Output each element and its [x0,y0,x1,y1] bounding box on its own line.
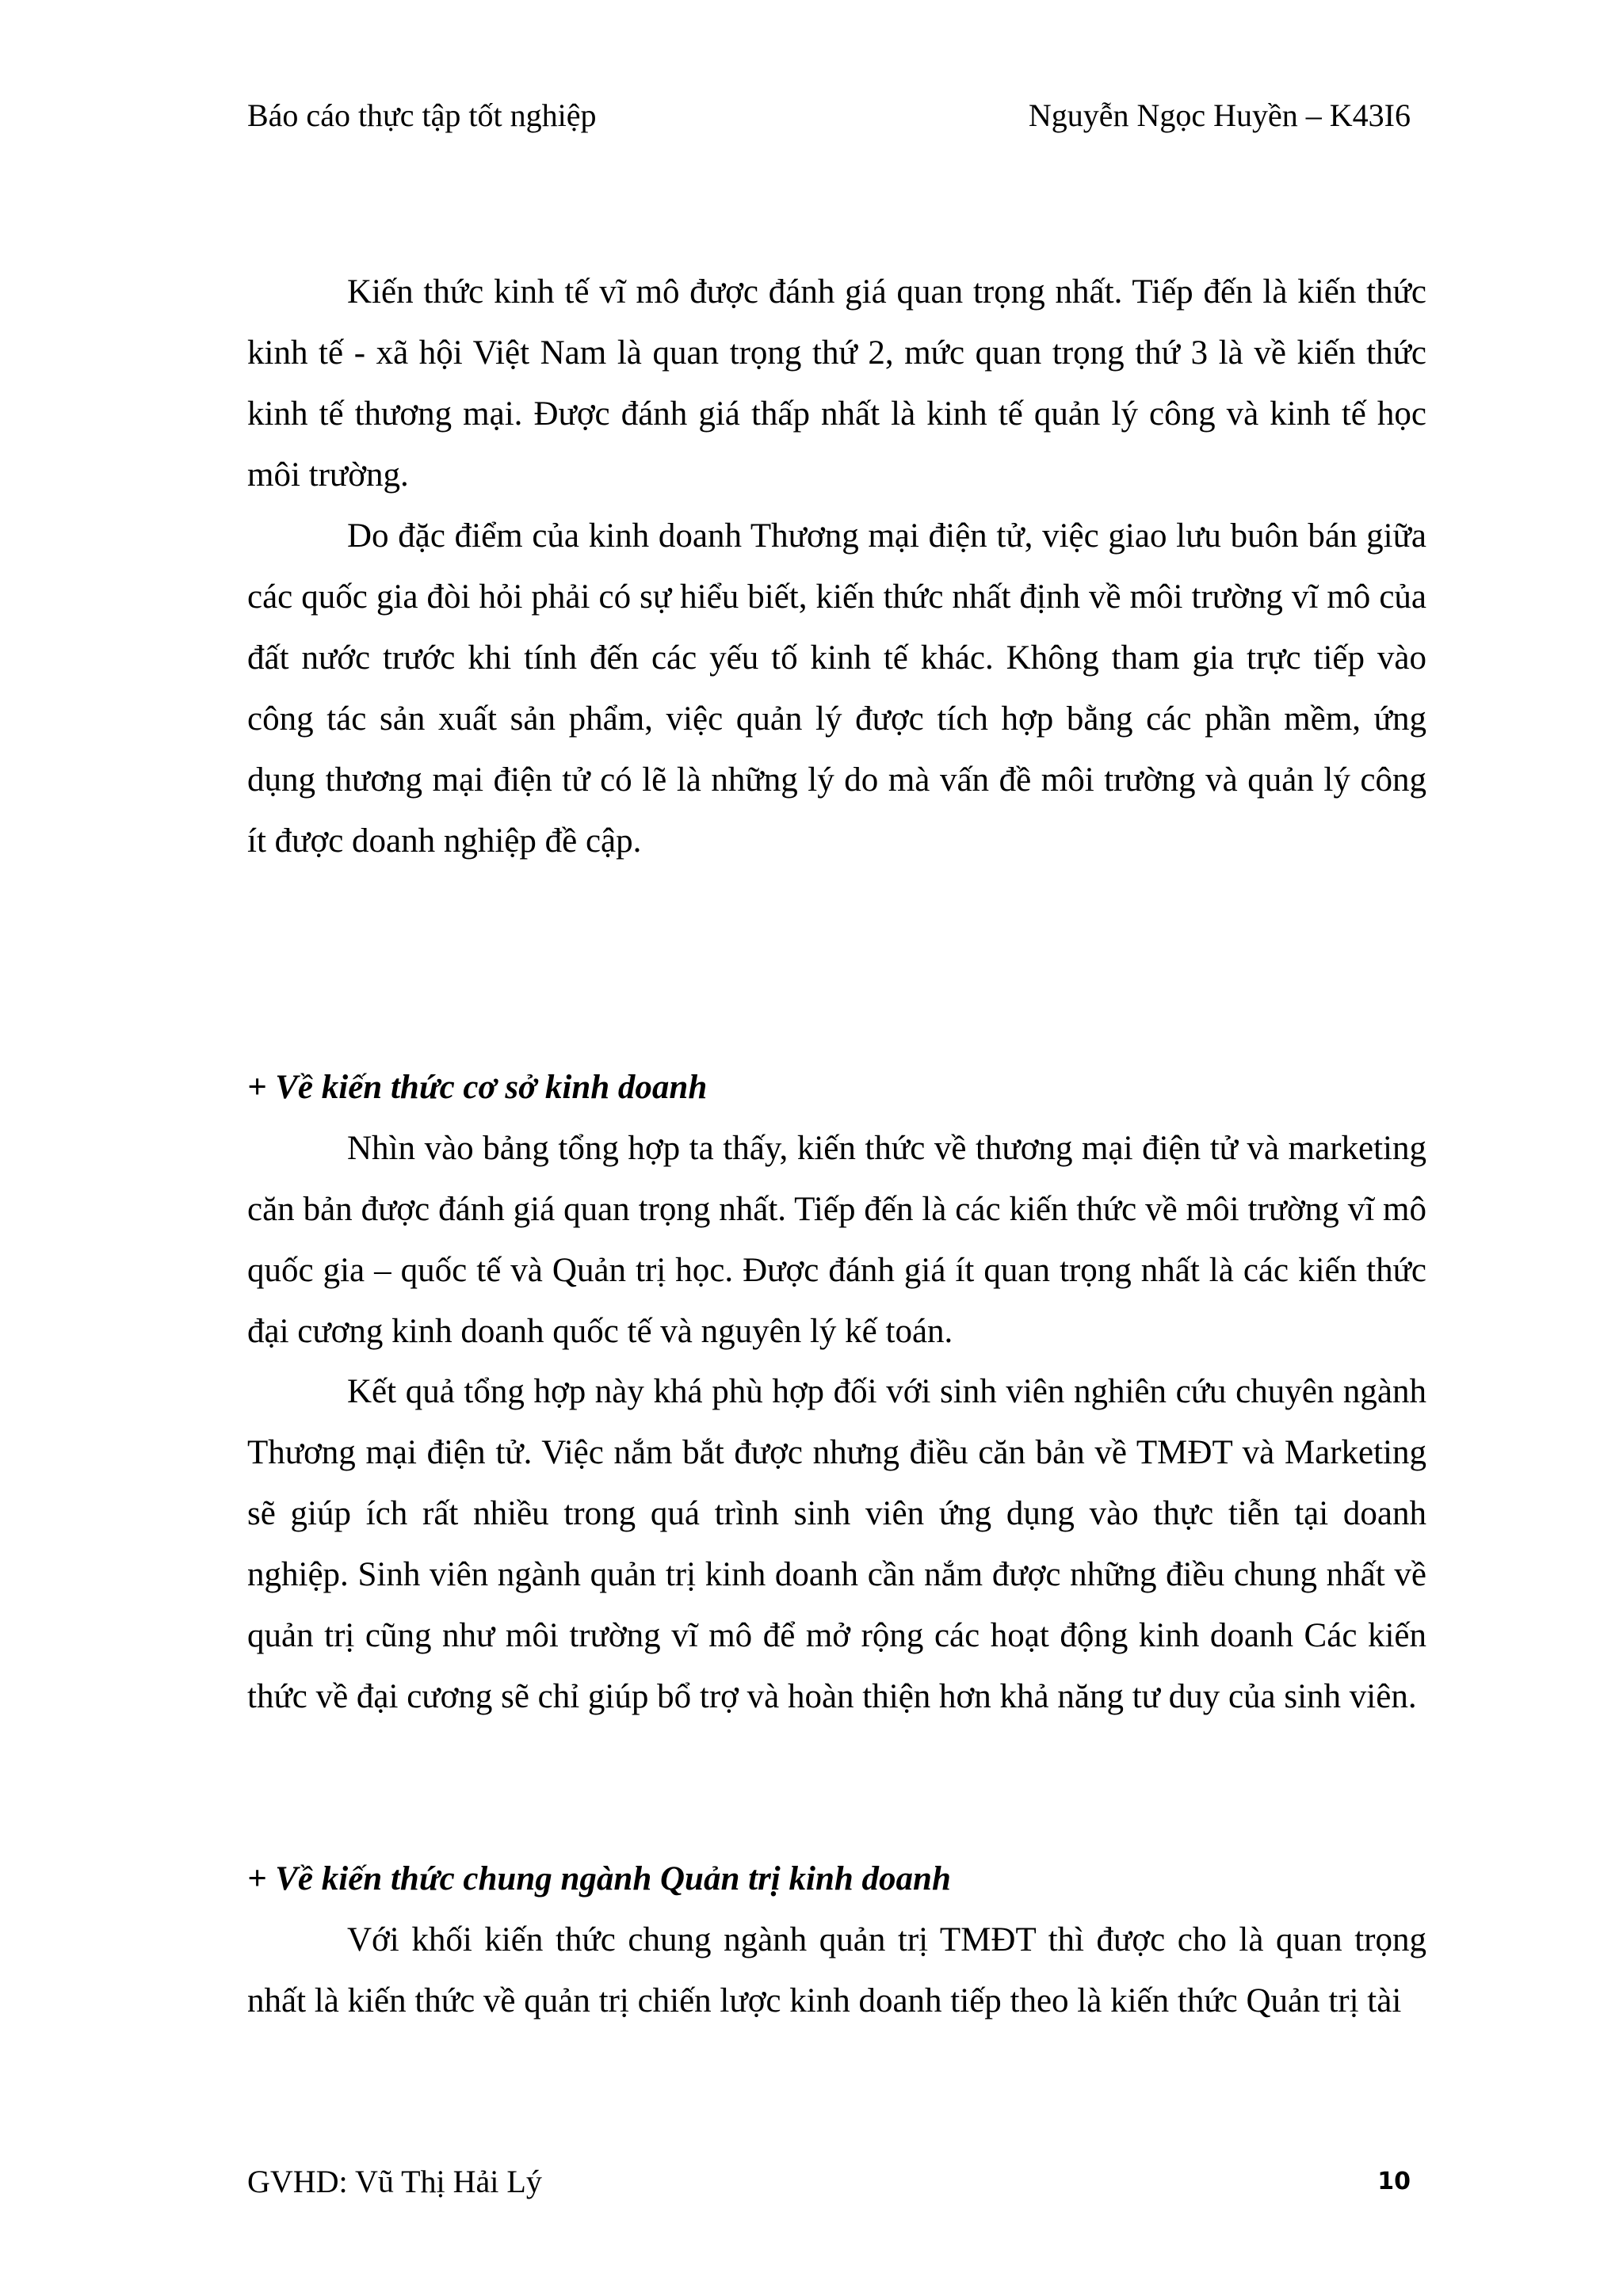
paragraph-macro-economics: Kiến thức kinh tế vĩ mô được đánh giá quan trọng nhất. Tiếp đến là kiến thức kinh tế - xã hội Việt Nam là quan trọng thứ 2, mức quan trọng thứ 3 là về kiến thức kinh tế thương mại. Được đánh giá thấp nhất là kinh tế quản lý công và kinh tế học môi trường. [247,273,1426,494]
footer-supervisor: GVHD: Vũ Thị Hải Lý [247,2164,542,2199]
paragraph-ecommerce-characteristics: Do đặc điểm của kinh doanh Thương mại điện tử, việc giao lưu buôn bán giữa các quốc gia đòi hỏi phải có sự hiểu biết, kiến thức nhất định về môi trường vĩ mô của đất nước trước khi tính đến các yếu tố kinh tế khác. Không tham gia trực tiếp vào công tác sản xuất sản phẩm, việc quản lý được tích hợp bằng các phần mềm, ứng dụng thương mại điện tử có lẽ là những lý do mà vấn đề môi trường và quản lý công ít được doanh nghiệp đề cập. [247,517,1426,860]
paragraph-result-analysis: Kết quả tổng hợp này khá phù hợp đối với sinh viên nghiên cứu chuyên ngành Thương mại điện tử. Việc nắm bắt được nhưng điều căn bản về TMĐT và Marketing sẽ giúp ích rất nhiều trong quá trình sinh viên ứng dụng vào thực tiễn tại doanh nghiệp. Sinh viên ngành quản trị kinh doanh cần nắm được những điều chung nhất về quản trị cũng như môi trường vĩ mô để mở rộng các hoạt động kinh doanh Các kiến thức về đại cương sẽ chỉ giúp bổ trợ và hoàn thiện hơn khả năng tư duy của sinh viên. [247,1373,1426,1715]
page-number: 10 [1377,2168,1411,2195]
paragraph-general-knowledge: Với khối kiến thức chung ngành quản trị TMĐT thì được cho là quan trọng nhất là kiến thức về quản trị chiến lược kinh doanh tiếp theo là kiến thức Quản trị tài [247,1921,1426,2019]
paragraph-summary-table: Nhìn vào bảng tổng hợp ta thấy, kiến thức về thương mại điện tử và marketing căn bản được đánh giá quan trọng nhất. Tiếp đến là các kiến thức về môi trường vĩ mô quốc gia – quốc tế và Quản trị học. Được đánh giá ít quan trọng nhất là các kiến thức đại cương kinh doanh quốc tế và nguyên lý kế toán. [247,1130,1426,1350]
header-report-title: Báo cáo thực tập tốt nghiệp [247,97,597,133]
header-author: Nguyễn Ngọc Huyền – K43I6 [1028,97,1411,133]
section-heading-business-administration: + Về kiến thức chung ngành Quản trị kinh doanh [247,1860,951,1897]
section-heading-business-foundation: + Về kiến thức cơ sở kinh doanh [247,1069,708,1106]
